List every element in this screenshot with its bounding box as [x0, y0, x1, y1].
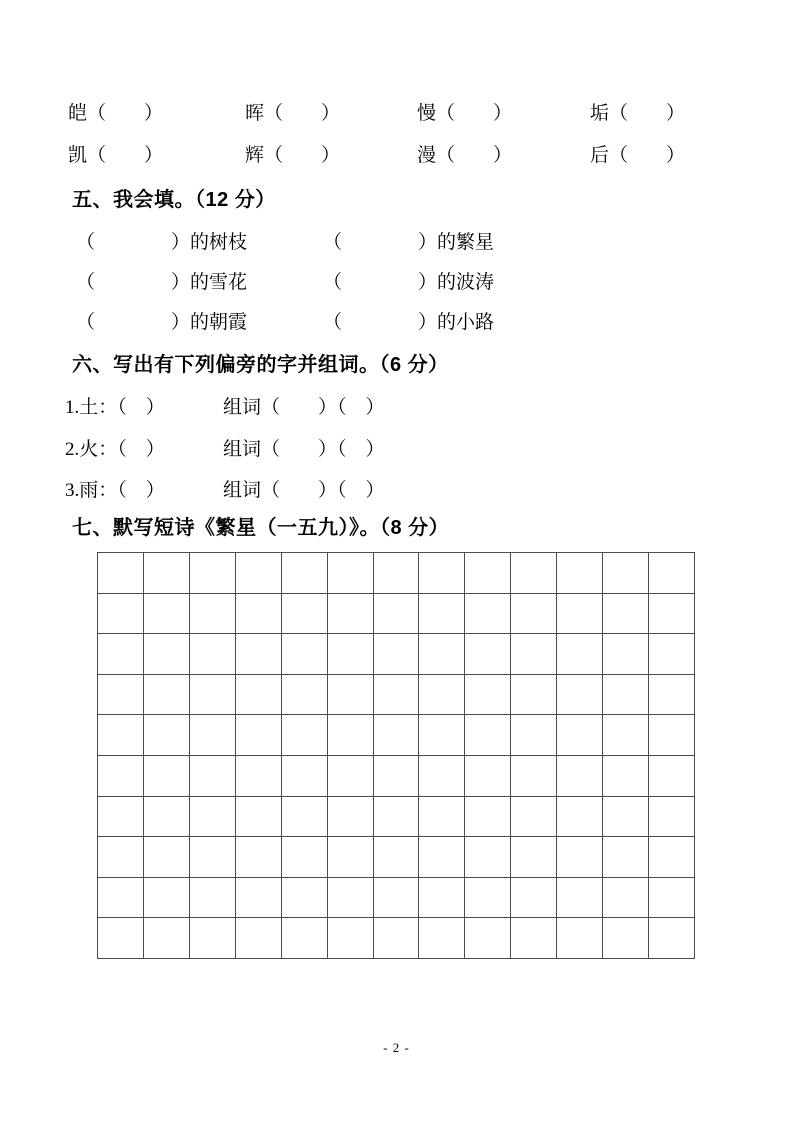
poem-grid-cell: [190, 756, 236, 797]
poem-grid-cell: [557, 837, 603, 878]
poem-grid-cell: [328, 797, 374, 838]
section-six-heading: 六、写出有下列偏旁的字并组词。（6 分）: [72, 354, 449, 376]
poem-grid-cell: [557, 553, 603, 594]
poem-grid-cell: [374, 797, 420, 838]
poem-grid-cell: [282, 878, 328, 919]
poem-grid-cell: [511, 634, 557, 675]
poem-grid-cell: [419, 918, 465, 959]
poem-grid-cell: [557, 797, 603, 838]
poem-grid-cell: [236, 675, 282, 716]
poem-grid-cell: [328, 675, 374, 716]
poem-grid-cell: [190, 634, 236, 675]
poem-grid-cell: [98, 797, 144, 838]
poem-grid-cell: [328, 837, 374, 878]
radical-prompt: 3.雨：（ ）: [65, 480, 165, 501]
section-five-heading: 五、我会填。（12 分）: [72, 189, 276, 211]
poem-grid-cell: [511, 594, 557, 635]
poem-grid-cell: [328, 634, 374, 675]
poem-grid-cell: [236, 594, 282, 635]
poem-grid-cell: [98, 634, 144, 675]
poem-grid-cell: [557, 878, 603, 919]
poem-grid-cell: [419, 715, 465, 756]
poem-grid-cell: [190, 715, 236, 756]
poem-grid-cell: [603, 634, 649, 675]
poem-grid-cell: [282, 594, 328, 635]
section-seven-heading: 七、默写短诗《繁星（一五九）》。（8 分）: [72, 517, 450, 539]
poem-grid-cell: [98, 918, 144, 959]
poem-grid-cell: [419, 878, 465, 919]
poem-grid-cell: [557, 756, 603, 797]
word-fill-item: 后（ ）: [590, 145, 686, 166]
poem-grid-cell: [511, 715, 557, 756]
poem-grid-cell: [603, 715, 649, 756]
poem-grid-cell: [236, 878, 282, 919]
poem-grid-cell: [144, 675, 190, 716]
word-fill-item: 辉（ ）: [245, 145, 341, 166]
poem-grid-cell: [419, 634, 465, 675]
poem-grid-cell: [374, 837, 420, 878]
poem-grid-cell: [236, 797, 282, 838]
word-fill-item: 垢（ ）: [590, 103, 686, 124]
poem-grid-cell: [190, 797, 236, 838]
poem-grid-cell: [649, 837, 695, 878]
poem-grid-cell: [603, 756, 649, 797]
poem-grid-cell: [144, 594, 190, 635]
poem-grid-cell: [236, 918, 282, 959]
poem-grid-cell: [557, 594, 603, 635]
poem-grid-cell: [190, 918, 236, 959]
radical-prompt: 2.火：（ ）: [65, 439, 165, 460]
word-building-blanks: 组词（ ）（ ）: [223, 439, 385, 460]
poem-grid-cell: [649, 797, 695, 838]
poem-grid-cell: [374, 756, 420, 797]
word-building-blanks: 组词（ ）（ ）: [223, 397, 385, 418]
poem-grid-cell: [328, 878, 374, 919]
page-number: - 2 -: [383, 1040, 410, 1055]
poem-grid-cell: [282, 756, 328, 797]
poem-grid-cell: [328, 715, 374, 756]
poem-grid-cell: [649, 634, 695, 675]
poem-grid-cell: [374, 918, 420, 959]
poem-grid-cell: [98, 878, 144, 919]
poem-grid-cell: [98, 675, 144, 716]
word-fill-item: 漫（ ）: [417, 145, 513, 166]
poem-grid-cell: [649, 553, 695, 594]
poem-grid-cell: [374, 634, 420, 675]
poem-grid-cell: [374, 594, 420, 635]
poem-grid-cell: [328, 756, 374, 797]
poem-grid-cell: [649, 594, 695, 635]
word-fill-item: 皑（ ）: [68, 103, 164, 124]
word-fill-item: 凯（ ）: [68, 145, 164, 166]
fill-blank-item: （ ）的小路: [323, 312, 495, 333]
poem-grid-cell: [419, 594, 465, 635]
poem-grid-cell: [236, 634, 282, 675]
poem-grid-cell: [190, 675, 236, 716]
poem-grid-cell: [328, 918, 374, 959]
poem-grid-cell: [419, 553, 465, 594]
poem-grid-cell: [328, 553, 374, 594]
poem-grid-cell: [649, 675, 695, 716]
poem-writing-grid: [97, 552, 695, 959]
poem-grid-cell: [557, 634, 603, 675]
poem-grid-cell: [603, 878, 649, 919]
poem-grid-cell: [603, 797, 649, 838]
poem-grid-cell: [465, 634, 511, 675]
fill-blank-item: （ ）的波涛: [323, 272, 495, 293]
poem-grid-cell: [374, 553, 420, 594]
poem-grid-cell: [282, 837, 328, 878]
poem-grid-cell: [465, 756, 511, 797]
poem-grid-cell: [649, 878, 695, 919]
poem-grid-cell: [98, 837, 144, 878]
fill-blank-item: （ ）的树枝: [76, 232, 248, 253]
poem-grid-cell: [557, 715, 603, 756]
poem-grid-cell: [282, 675, 328, 716]
poem-grid-cell: [603, 553, 649, 594]
poem-grid-cell: [144, 797, 190, 838]
poem-grid-cell: [557, 675, 603, 716]
poem-grid-cell: [236, 715, 282, 756]
poem-grid-cell: [603, 594, 649, 635]
poem-grid-cell: [328, 594, 374, 635]
radical-prompt: 1.土：（ ）: [65, 397, 165, 418]
poem-grid-cell: [190, 553, 236, 594]
poem-grid-cell: [511, 553, 557, 594]
poem-grid-cell: [465, 594, 511, 635]
poem-grid-cell: [190, 594, 236, 635]
poem-grid-cell: [144, 878, 190, 919]
poem-grid-cell: [144, 837, 190, 878]
poem-grid-cell: [236, 837, 282, 878]
poem-grid-cell: [511, 675, 557, 716]
poem-grid-cell: [465, 715, 511, 756]
poem-grid-cell: [144, 553, 190, 594]
poem-grid-cell: [511, 756, 557, 797]
poem-grid-cell: [419, 756, 465, 797]
poem-grid-cell: [282, 634, 328, 675]
poem-grid-cell: [419, 837, 465, 878]
poem-grid-cell: [465, 878, 511, 919]
poem-grid-cell: [419, 675, 465, 716]
poem-grid-cell: [374, 715, 420, 756]
poem-grid-cell: [190, 837, 236, 878]
word-fill-item: 慢（ ）: [417, 103, 513, 124]
poem-grid-cell: [374, 878, 420, 919]
poem-grid-cell: [144, 756, 190, 797]
poem-grid-cell: [98, 553, 144, 594]
poem-grid-cell: [282, 553, 328, 594]
poem-grid-cell: [465, 553, 511, 594]
poem-grid-cell: [511, 797, 557, 838]
poem-grid-cell: [649, 756, 695, 797]
poem-grid-cell: [419, 797, 465, 838]
poem-grid-cell: [465, 797, 511, 838]
poem-grid-cell: [511, 837, 557, 878]
poem-grid-cell: [98, 715, 144, 756]
poem-grid-cell: [511, 918, 557, 959]
poem-grid-cell: [557, 918, 603, 959]
fill-blank-item: （ ）的朝霞: [76, 312, 248, 333]
poem-grid-cell: [282, 918, 328, 959]
word-building-blanks: 组词（ ）（ ）: [223, 480, 385, 501]
poem-grid-cell: [236, 553, 282, 594]
fill-blank-item: （ ）的繁星: [323, 232, 495, 253]
poem-grid-cell: [236, 756, 282, 797]
poem-grid-cell: [603, 837, 649, 878]
poem-grid-cell: [374, 675, 420, 716]
poem-grid-cell: [144, 715, 190, 756]
poem-grid-cell: [98, 756, 144, 797]
poem-grid-cell: [465, 837, 511, 878]
poem-grid-cell: [190, 878, 236, 919]
poem-grid-cell: [282, 715, 328, 756]
poem-grid-cell: [144, 634, 190, 675]
poem-grid-cell: [603, 918, 649, 959]
fill-blank-item: （ ）的雪花: [76, 272, 248, 293]
poem-grid-cell: [282, 797, 328, 838]
poem-grid-cell: [144, 918, 190, 959]
poem-grid-cell: [98, 594, 144, 635]
poem-grid-cell: [603, 675, 649, 716]
poem-grid-cell: [511, 878, 557, 919]
poem-grid-cell: [465, 918, 511, 959]
poem-grid-cell: [649, 918, 695, 959]
word-fill-item: 晖（ ）: [245, 103, 341, 124]
poem-grid-cell: [649, 715, 695, 756]
poem-grid-cell: [465, 675, 511, 716]
